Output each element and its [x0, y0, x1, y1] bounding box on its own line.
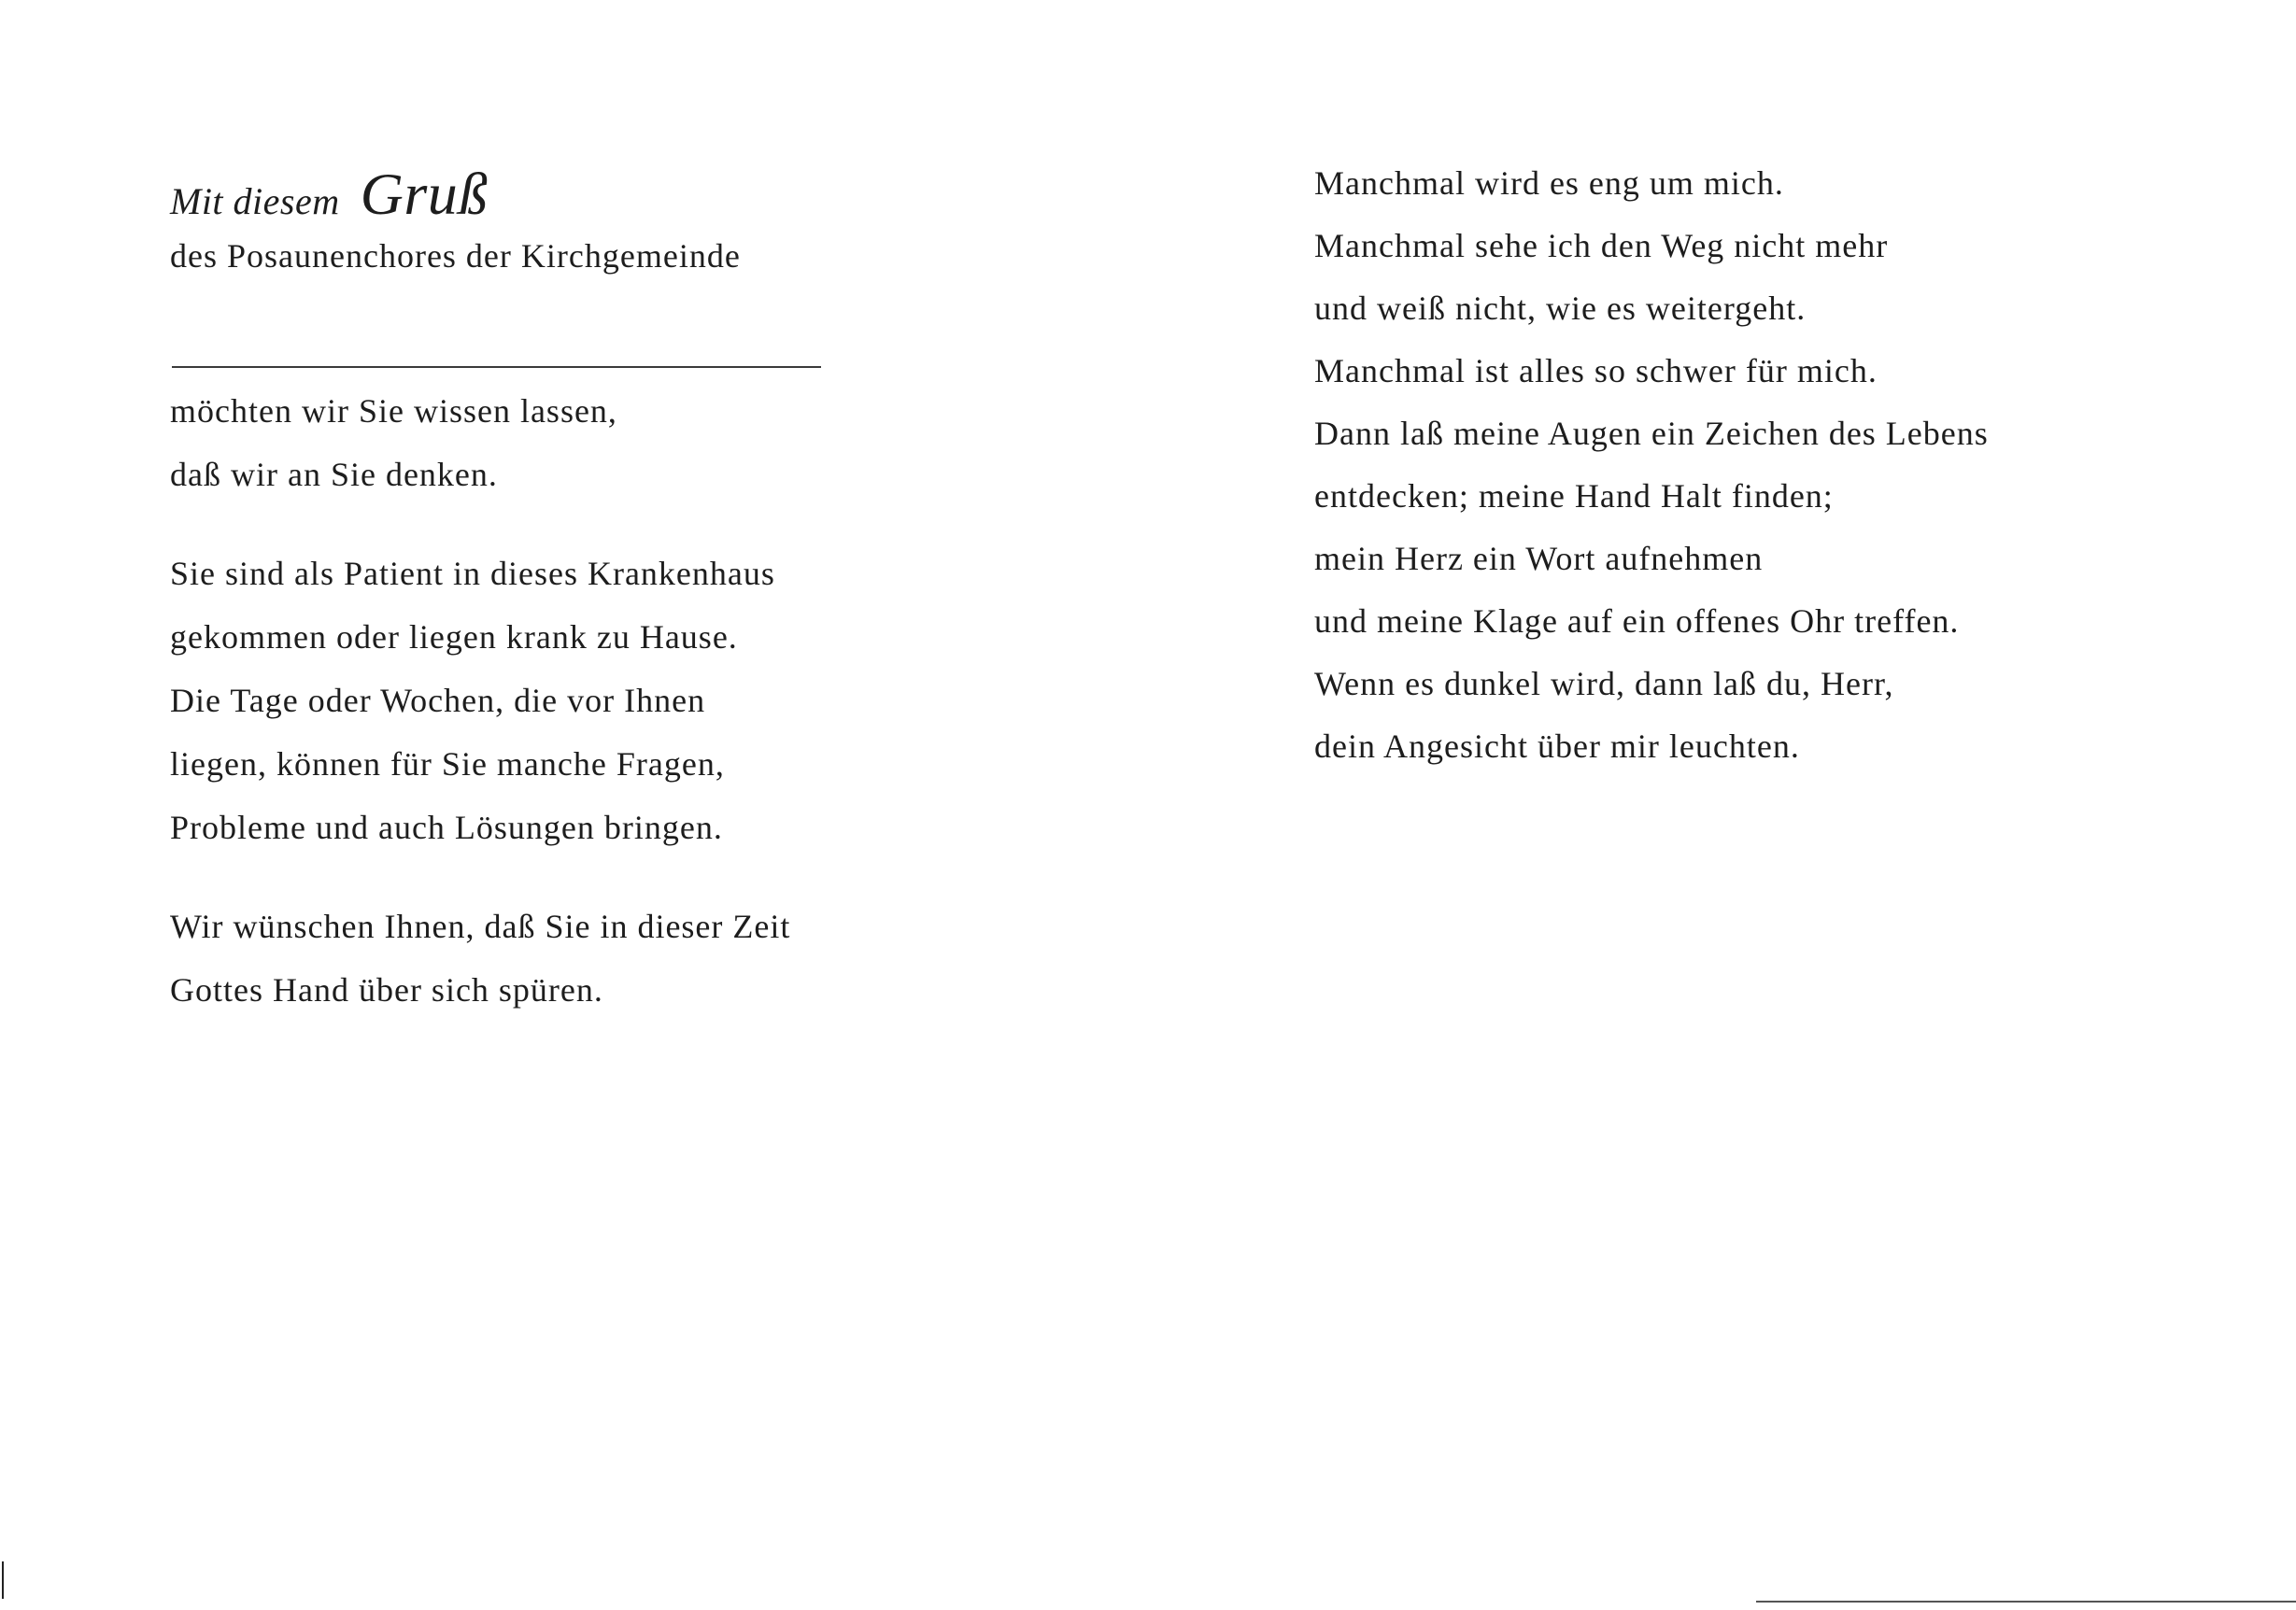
paragraph-2 [170, 542, 917, 859]
poem-line: Dann laß meine Augen ein Zeichen des Lebens [1314, 415, 1989, 452]
scan-bottom-edge [1756, 1601, 2296, 1603]
left-column [170, 157, 917, 1022]
paragraph-line: möchten wir Sie wissen lassen, [170, 392, 617, 430]
paragraph-line: Wir wünschen Ihnen, daß Sie in dieser Zeit [170, 908, 791, 945]
subtitle: des Posaunenchores der Kirchgemeinde [170, 237, 741, 275]
fill-in-line [172, 366, 821, 368]
poem-line: Manchmal wird es eng um mich. [1314, 164, 1784, 202]
paragraph-line: daß wir an Sie denken. [170, 456, 498, 493]
poem [1314, 152, 2155, 778]
poem-line: Manchmal ist alles so schwer für mich. [1314, 352, 1878, 389]
paragraph-line: gekommen oder liegen krank zu Hause. [170, 618, 738, 656]
poem-line: Manchmal sehe ich den Weg nicht mehr [1314, 227, 1889, 264]
greeting-word: Gruß [360, 161, 489, 227]
poem-line: dein Angesicht über mir leuchten. [1314, 727, 1800, 765]
paragraph-1 [170, 379, 917, 506]
paragraph-line: Probleme und auch Lösungen bringen. [170, 809, 723, 846]
paragraph-line: Sie sind als Patient in dieses Krankenhaus [170, 555, 775, 592]
paragraph-line: Die Tage oder Wochen, die vor Ihnen [170, 682, 706, 719]
paragraph-3 [170, 895, 917, 1022]
poem-line: entdecken; meine Hand Halt finden; [1314, 477, 1834, 515]
scan-edge-mark [2, 1561, 4, 1599]
poem-line: und weiß nicht, wie es weitergeht. [1314, 290, 1807, 327]
paragraph-line: liegen, können für Sie manche Fragen, [170, 745, 725, 783]
greeting-prefix: Mit diesem [170, 180, 340, 222]
paragraph-line: Gottes Hand über sich spüren. [170, 971, 603, 1009]
greeting-heading [170, 157, 917, 232]
poem-line: und meine Klage auf ein offenes Ohr treffen. [1314, 602, 1960, 640]
poem-line: mein Herz ein Wort aufnehmen [1314, 540, 1764, 577]
poem-line: Wenn es dunkel wird, dann laß du, Herr, [1314, 665, 1894, 702]
right-column-poem [1314, 152, 2155, 778]
